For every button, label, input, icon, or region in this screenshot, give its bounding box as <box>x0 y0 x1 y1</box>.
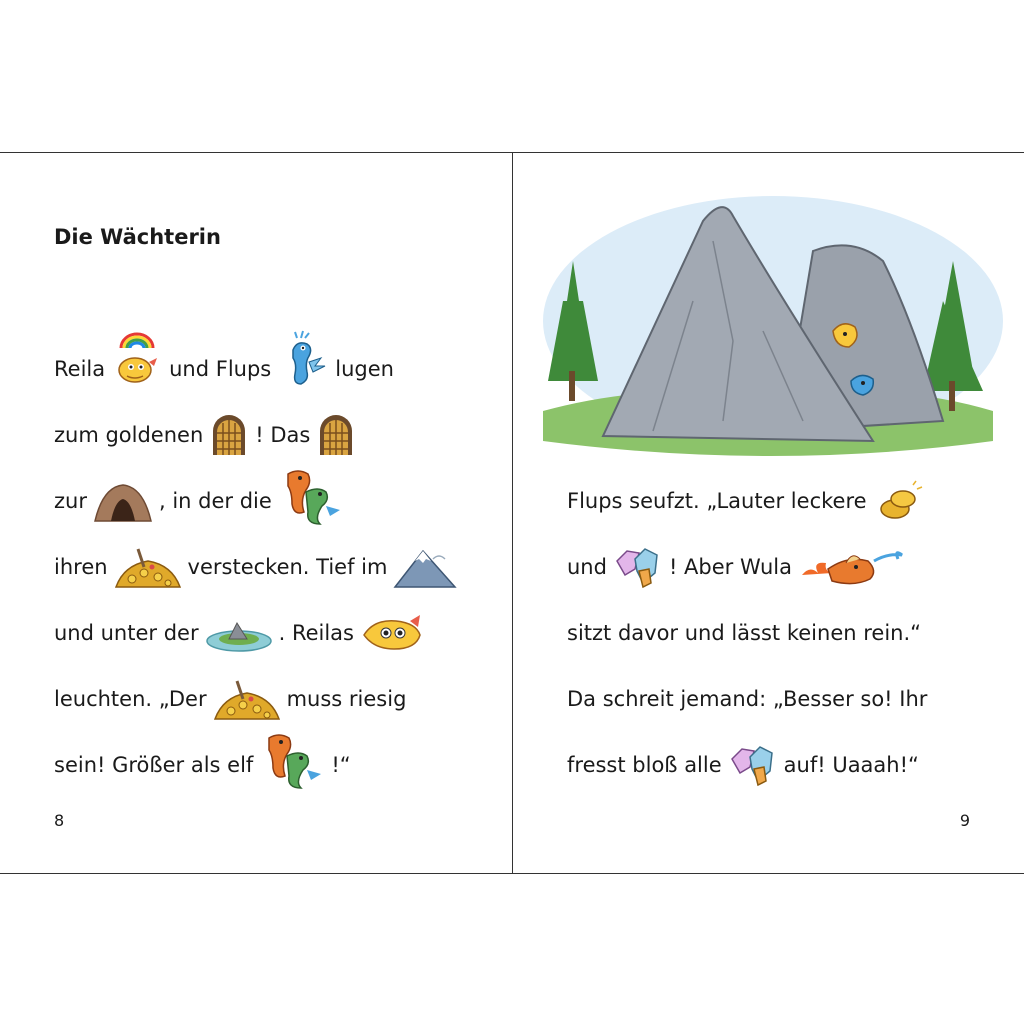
page-title: Die Wächterin <box>54 225 221 249</box>
treasure-icon <box>114 545 182 589</box>
text-line-5: und unter der . Reilas <box>54 613 430 653</box>
dragon-eyes-icon <box>360 611 424 655</box>
dragons-icon <box>278 466 344 526</box>
blue-dragon-icon <box>277 328 329 388</box>
treasure-icon <box>213 677 281 721</box>
text-line-4: Da schreit jemand: „Besser so! Ihr <box>567 687 928 711</box>
gate-icon <box>316 413 356 457</box>
book-spread <box>0 152 1024 874</box>
mountain-illustration <box>533 181 1003 471</box>
gems-icon <box>613 545 663 589</box>
text-line-6: leuchten. „Der muss riesig <box>54 679 406 719</box>
coins-icon <box>873 479 923 523</box>
fire-dragon-icon <box>798 545 908 589</box>
island-icon <box>205 611 273 655</box>
gems-icon <box>728 743 778 787</box>
mountain-icon <box>393 545 457 589</box>
rainbow-dragon-icon <box>111 330 163 386</box>
text-line-7: sein! Größer als elf !“ <box>54 745 351 785</box>
right-page <box>512 153 1024 873</box>
text-line-2: zum goldenen ! Das <box>54 415 362 455</box>
text-line-2: und ! Aber Wula <box>567 547 914 587</box>
dragons-icon <box>259 730 325 790</box>
text-line-3: zur , in der die <box>54 481 350 521</box>
text-line-3: sitzt davor und lässt keinen rein.“ <box>567 621 922 645</box>
page-number: 8 <box>54 811 65 830</box>
text-line-1: Reila und Flups lugen <box>54 349 394 389</box>
left-page <box>0 153 512 873</box>
gate-icon <box>209 413 249 457</box>
text-line-1: Flups seufzt. „Lauter leckere <box>567 481 929 521</box>
page-number: 9 <box>959 811 970 830</box>
text-line-5: fresst bloß alle auf! Uaaah!“ <box>567 745 919 785</box>
cave-icon <box>93 479 153 523</box>
text-line-4: ihren verstecken. Tief im <box>54 547 463 587</box>
